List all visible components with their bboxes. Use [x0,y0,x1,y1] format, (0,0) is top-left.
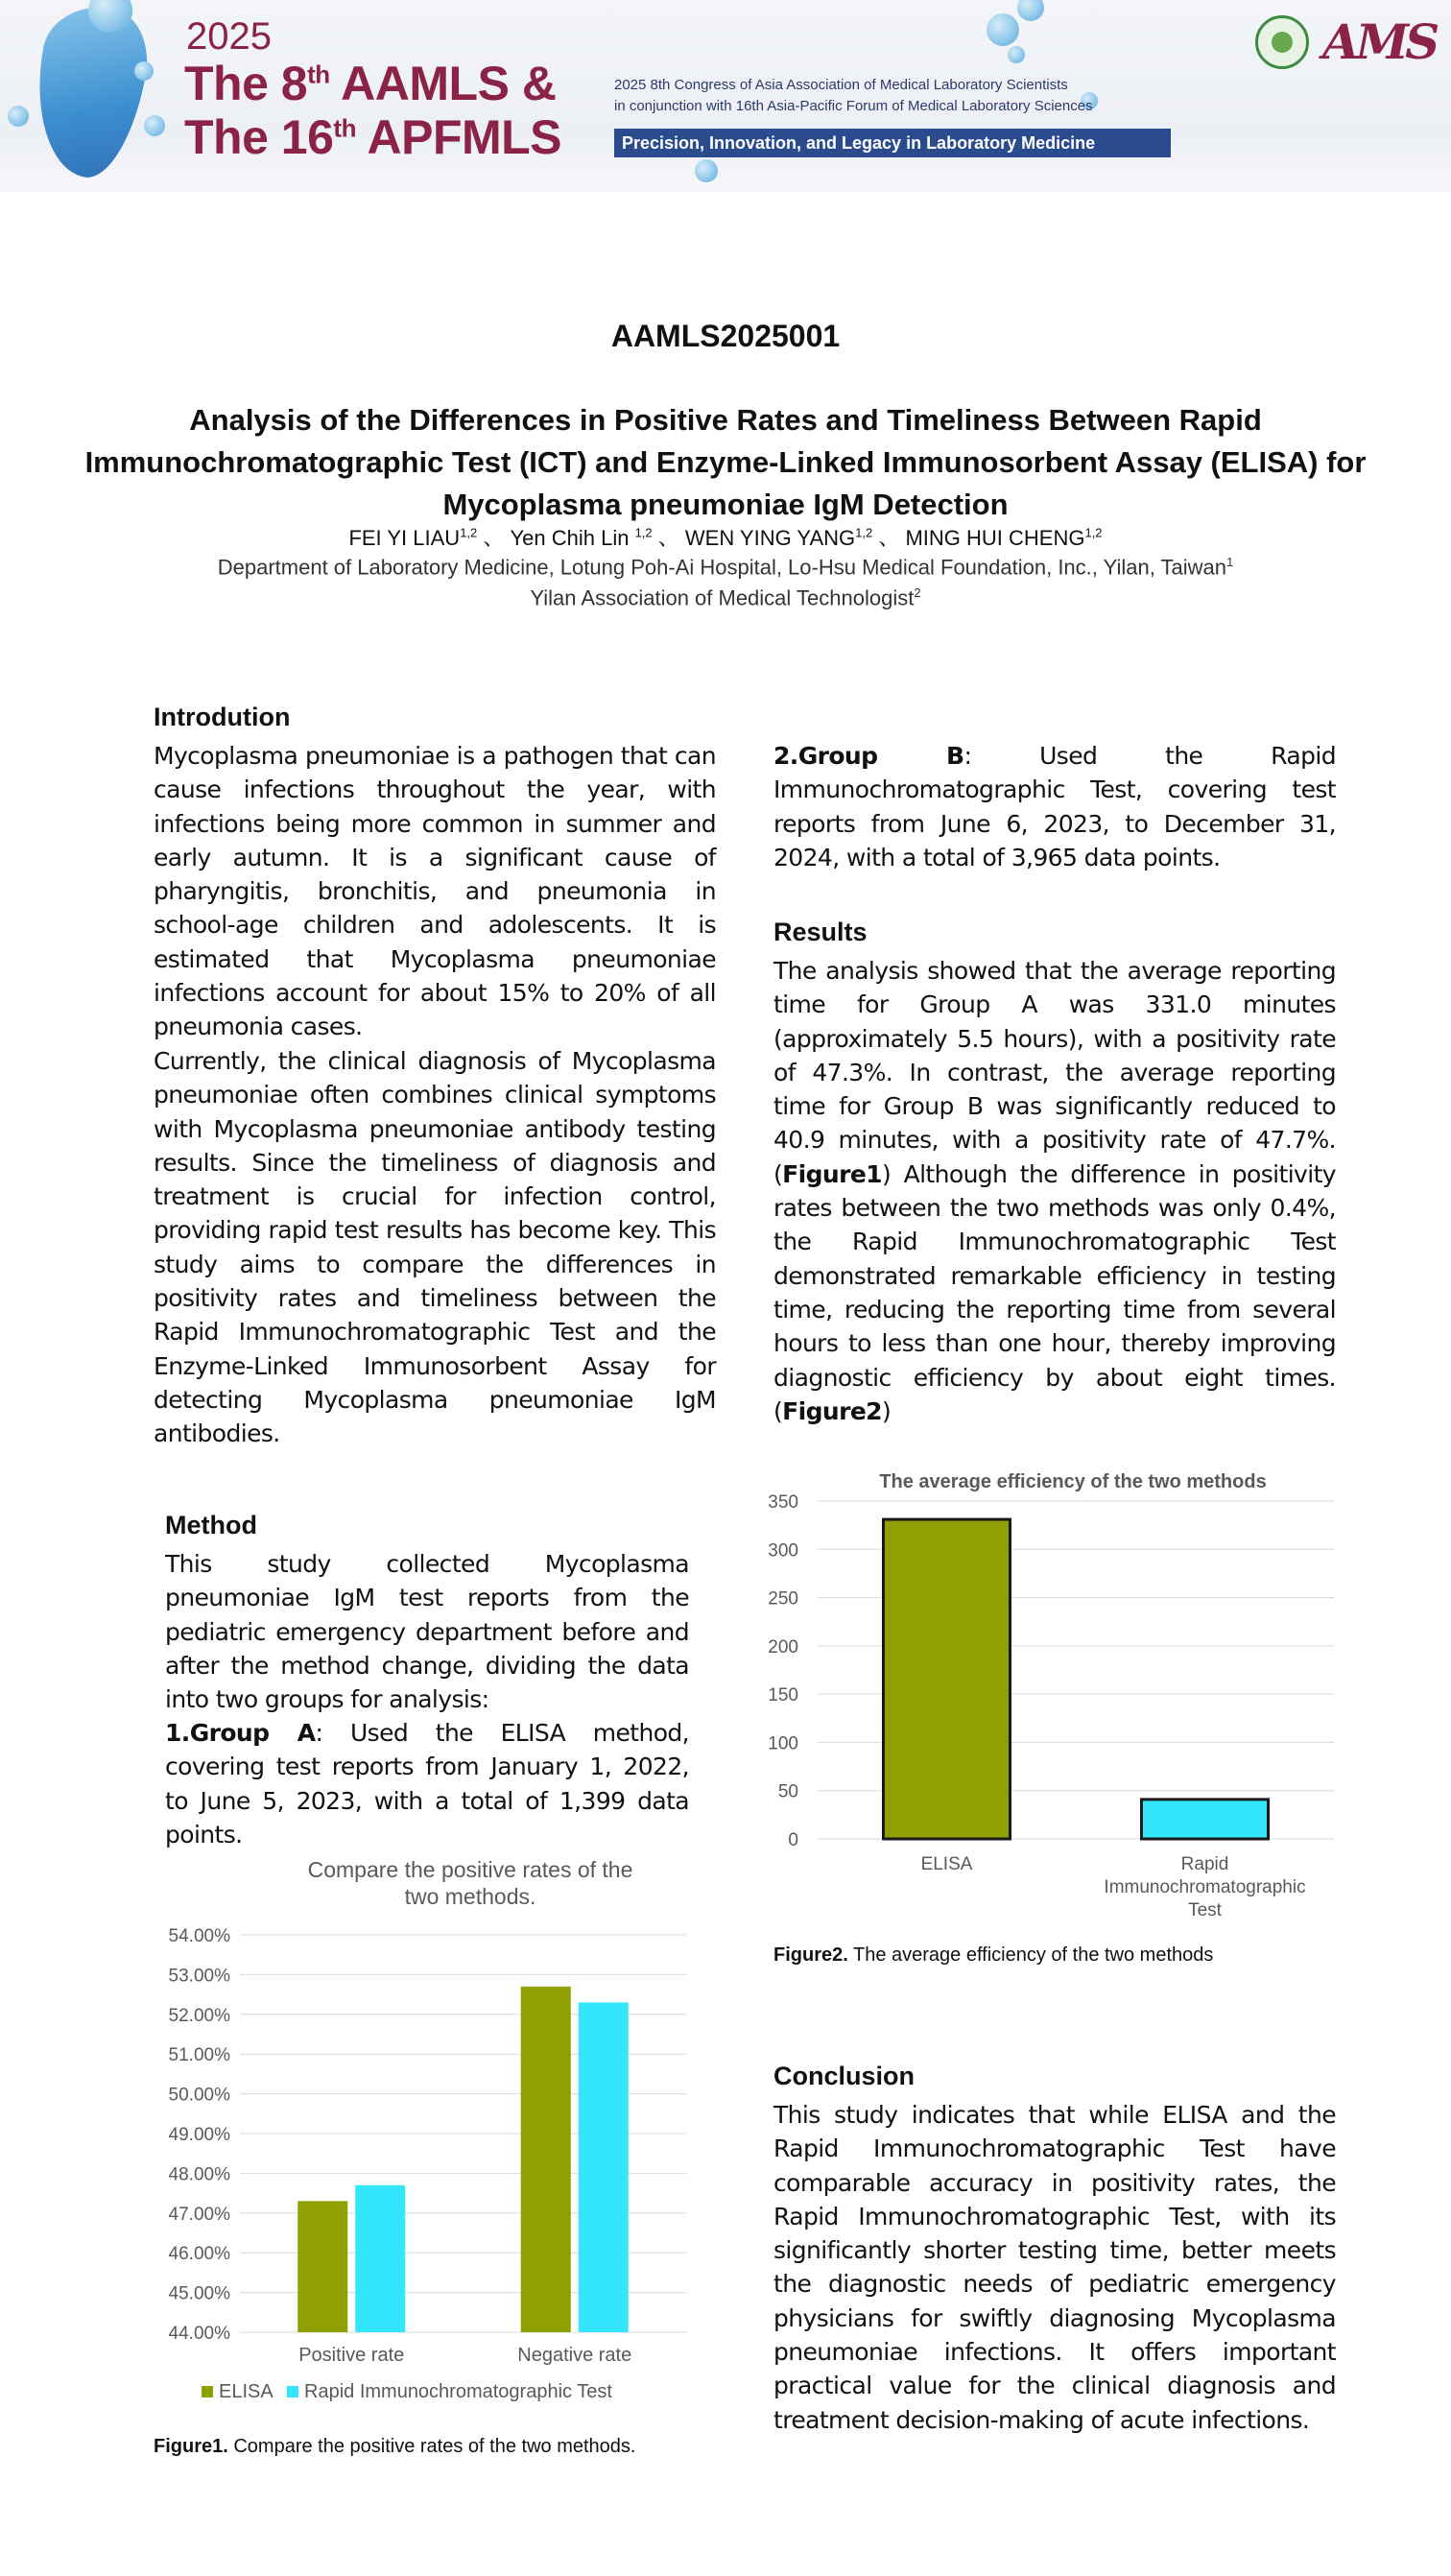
method-group-a: 1.Group A: Used the ELISA method, covering test reports from January 1, 2022, to June 5, 2023, with a total of 1,399 data points. [165,1719,690,1849]
molecule-bubble [695,159,718,182]
y-tick-label: 200 [768,1636,798,1658]
conference-banner [0,0,1451,192]
figure2-reference[interactable]: Figure2 [782,1396,882,1425]
y-tick-label: 250 [768,1588,798,1610]
y-tick-label: 47.00% [168,2204,230,2225]
average-efficiency-bar-chart [758,1463,1353,1933]
y-tick-label: 150 [768,1685,798,1706]
bar-elisa [521,1987,571,2332]
banner-year: 2025 [186,15,272,58]
author-name: Yen Chih Lin [510,526,635,550]
author-list: FEI YI LIAU$^{1,2}$ 、 Yen Chih Lin $^{1,2}$ 、 WEN YING YANG$^{1,2}$ 、 MING HUI CHENG$^{1,2}$ [348,525,1103,550]
conclusion-heading: Conclusion [773,2062,915,2090]
method-group-b: 2.Group B: Used the Rapid Immunochromatographic Test, covering test reports from June 6, 2023, to December 31, 2024, with a total of 3,965 data points. [773,742,1336,871]
ams-logo: AMS [1322,13,1437,70]
x-tick-label: Rapid [1180,1854,1229,1874]
bar-elisa [297,2201,347,2332]
banner-subtitle-2: in conjunction with 16th Asia-Pacific Forum of Medical Laboratory Sciences [614,98,1093,114]
y-tick-label: 53.00% [168,1966,230,1987]
banner-title-line-1: The 8th AAMLS & [184,57,557,110]
x-tick-label: Negative rate [517,2345,632,2366]
molecule-bubble [134,61,154,81]
figure1-reference[interactable]: Figure1 [782,1159,882,1188]
y-tick-label: 50 [777,1781,798,1802]
x-tick-label: Positive rate [298,2345,405,2366]
author-name: WEN YING YANG [684,526,856,550]
bar-rapid-immunochromatographic-test [1142,1800,1269,1839]
results-paragraph: The analysis showed that the average reporting time for Group A was 331.0 minutes (approximately 5.5 hours), with a positivity rate of 47.3%. In contrast, the average reporting time for Group B was significantly reduced to 40.9 minutes, with a positivity rate of 47.7%.(Figure1) Although the difference in positivity rates between the two methods was only 0.4%, the Rapid Immunochromatographic Test demonstrated remarkable efficiency in testing time, reducing the reporting time from several hours to less than one hour, thereby improving diagnostic efficiency by about eight times.(Figure2) [773,957,1336,1425]
molecule-bubble [8,106,29,127]
y-tick-label: 300 [768,1540,798,1562]
x-tick-label: Test [1188,1900,1222,1920]
banner-title-line-2: The 16th APFMLS [184,110,562,164]
molecule-bubble [144,115,165,136]
y-tick-label: 51.00% [168,2045,230,2066]
y-tick-label: 49.00% [168,2125,230,2145]
y-tick-label: 54.00% [168,1926,230,1946]
positive-rates-bar-chart [144,1852,701,2419]
y-tick-label: 0 [788,1830,798,1850]
introduction-paragraph-1: Mycoplasma pneumoniae is a pathogen that can cause infections throughout the year, with infections being more common in summer and early autumn. It is a significant cause of pharyngitis, bronchitis, and pneumonia in school-age children and adolescents. It is estimated that Mycoplasma pneumoniae infections account for about 15% to 20% of all pneumonia cases. [154,742,716,1041]
banner-tagline: Precision, Innovation, and Legacy in Laboratory Medicine [614,129,1171,157]
x-tick-label: Immunochromatographic [1104,1877,1306,1897]
chart-title: two methods. [404,1884,536,1909]
legend-label: Rapid Immunochromatographic Test [304,2381,612,2402]
taiwan-map-graphic [22,0,155,184]
legend-label: ELISA [219,2381,274,2402]
paper-id: AAMLS2025001 [610,319,841,353]
figure2-caption: Figure2. The average efficiency of the two methods [773,1944,1214,1966]
y-tick-label: 48.00% [168,2164,230,2185]
y-tick-label: 44.00% [168,2324,230,2344]
y-tick-label: 350 [768,1492,798,1513]
bar-rapid-immunochromatographic-test [355,2185,405,2332]
conclusion-paragraph: This study indicates that while ELISA and the Rapid Immunochromatographic Test have comparable accuracy in positivity rates, the Rapid Immunochromatographic Test, with its significantly shorter testing time, better meets the diagnostic needs of pediatric emergency physicians for swiftly diagnosing Mycoplasma pneumoniae infections. It offers important practical value for the clinical diagnosis and treatment decision-making of acute infections. [773,2101,1336,2434]
affiliation-2: Yilan Association of Medical Technologist$^2$ [530,585,921,610]
y-tick-label: 50.00% [168,2085,230,2106]
results-heading: Results [773,918,868,946]
introduction-heading: Introdution [154,703,291,731]
molecule-bubble [987,13,1019,46]
x-tick-label: ELISA [920,1854,973,1874]
y-tick-label: 100 [768,1733,798,1754]
bar-elisa [884,1519,1011,1839]
method-paragraph-1: This study collected Mycoplasma pneumoniae IgM test reports from the pediatric emergency department before and after the method change, dividing the data into two groups for analysis: [165,1550,689,1714]
chart-title: Compare the positive rates of the [307,1857,633,1882]
figure1-caption: Figure1. Compare the positive rates of the two methods. [154,2436,636,2457]
legend-swatch [202,2386,213,2397]
chart-title: The average efficiency of the two methods [879,1471,1267,1492]
association-seal-logo [1255,15,1309,69]
bar-rapid-immunochromatographic-test [579,2002,629,2332]
introduction-paragraph-2: Currently, the clinical diagnosis of Mycoplasma pneumoniae often combines clinical symptoms with Mycoplasma pneumoniae antibody testing results. Since the timeliness of diagnosis and treatment is crucial for infection control, providing rapid test results has become key. This study aims to compare the differences in positivity rates and timeliness between the Rapid Immunochromatographic Test and the Enzyme-Linked Immunosorbent Assay for detecting Mycoplasma pneumoniae IgM antibodies. [154,1047,716,1448]
molecule-bubble [1017,0,1044,21]
banner-subtitle-1: 2025 8th Congress of Asia Association of Medical Laboratory Scientists [614,77,1068,93]
author-name: MING HUI CHENG [905,526,1085,550]
legend-swatch [287,2386,298,2397]
y-tick-label: 52.00% [168,2005,230,2026]
y-tick-label: 45.00% [168,2283,230,2304]
affiliation-1: Department of Laboratory Medicine, Lotung Poh-Ai Hospital, Lo-Hsu Medical Foundation, Inc., Yilan, Taiwan$^1$ [217,555,1234,580]
molecule-bubble [1008,46,1025,63]
y-tick-label: 46.00% [168,2244,230,2265]
method-heading: Method [165,1511,257,1539]
paper-title: Analysis of the Differences in Positive Rates and Timeliness Between Rapid Immunochromatographic Test (ICT) and Enzyme-Linked Immunosorbent Assay (ELISA) for Mycoplasma pneumoniae IgM Detection [84,403,1367,521]
author-name: FEI YI LIAU [348,526,461,550]
